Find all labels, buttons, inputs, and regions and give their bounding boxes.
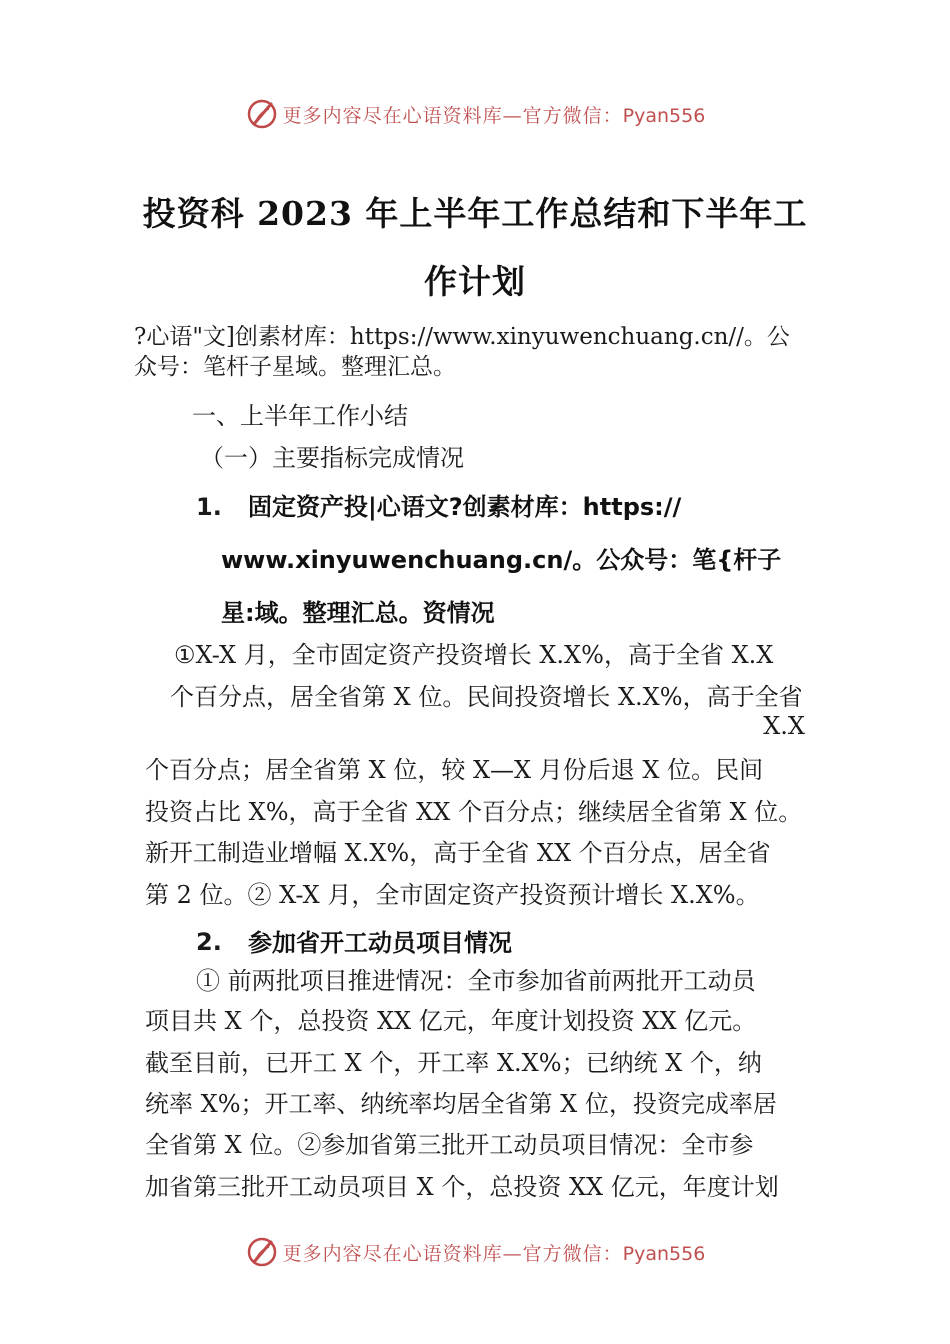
section-heading: 一、上半年工作小结 — [192, 402, 408, 430]
para1-line5: 投资占比 X%，高于全省 XX 个百分点；继续居全省第 X 位。 — [145, 798, 803, 826]
source-line2: 众号：笔杆子星域。整理汇总。 — [134, 354, 456, 380]
para1-line1: ①X-X 月，全市固定资产投资增长 X.X%，高于全省 X.X — [174, 641, 774, 669]
para2-line2: 项目共 X 个，总投资 XX 亿元，年度计划投资 XX 亿元。 — [145, 1007, 757, 1035]
pen-logo-icon — [245, 1235, 279, 1269]
item1-line3: 星:域。整理汇总。资情况 — [221, 599, 495, 627]
source-line1: ?心语"文]创素材库：https://www.xinyuwenchuang.cn//。公 — [134, 324, 790, 350]
banner-text: 更多内容尽在心语资料库—官方微信：Pyan556 — [282, 104, 706, 127]
item1-line2: www.xinyuwenchuang.cn/。公众号：笔{杆子 — [221, 546, 782, 574]
para1-line3: X.X — [763, 712, 805, 740]
document-title-line2: 作计划 — [424, 262, 526, 301]
wechat-id: Pyan556 — [622, 104, 706, 127]
para2-line6: 加省第三批开工动员项目 X 个，总投资 XX 亿元，年度计划 — [145, 1173, 779, 1201]
footer-banner — [0, 1232, 950, 1272]
pen-logo-icon — [245, 97, 279, 131]
item-number-1: 1. — [196, 493, 222, 521]
header-banner — [0, 94, 950, 134]
para2-line4: 统率 X%；开工率、纳统率均居全省第 X 位，投资完成率居 — [145, 1090, 777, 1118]
banner-text: 更多内容尽在心语资料库—官方微信：Pyan556 — [282, 1242, 706, 1265]
item2-heading: 参加省开工动员项目情况 — [248, 929, 512, 957]
subsection-heading: （一）主要指标完成情况 — [200, 444, 464, 472]
document-title-line1: 投资科 2023 年上半年工作总结和下半年工 — [142, 194, 808, 233]
item1-line1: 固定资产投|心语文?创素材库：https:// — [248, 493, 682, 521]
para2-line5: 全省第 X 位。②参加省第三批开工动员项目情况：全市参 — [145, 1131, 754, 1159]
para1-line6: 新开工制造业增幅 X.X%，高于全省 XX 个百分点，居全省 — [145, 839, 771, 867]
wechat-id: Pyan556 — [622, 1242, 706, 1265]
para1-line4: 个百分点；居全省第 X 位，较 X—X 月份后退 X 位。民间 — [145, 756, 764, 784]
para1-line7: 第 2 位。② X-X 月，全市固定资产投资预计增长 X.X%。 — [145, 881, 760, 909]
para1-line2: 个百分点，居全省第 X 位。民间投资增长 X.X%，高于全省 — [170, 683, 803, 711]
item-number-2: 2. — [196, 928, 222, 956]
para2-line1: ① 前两批项目推进情况：全市参加省前两批开工动员 — [196, 967, 756, 995]
para2-line3: 截至目前，已开工 X 个，开工率 X.X%；已纳统 X 个，纳 — [145, 1049, 762, 1077]
